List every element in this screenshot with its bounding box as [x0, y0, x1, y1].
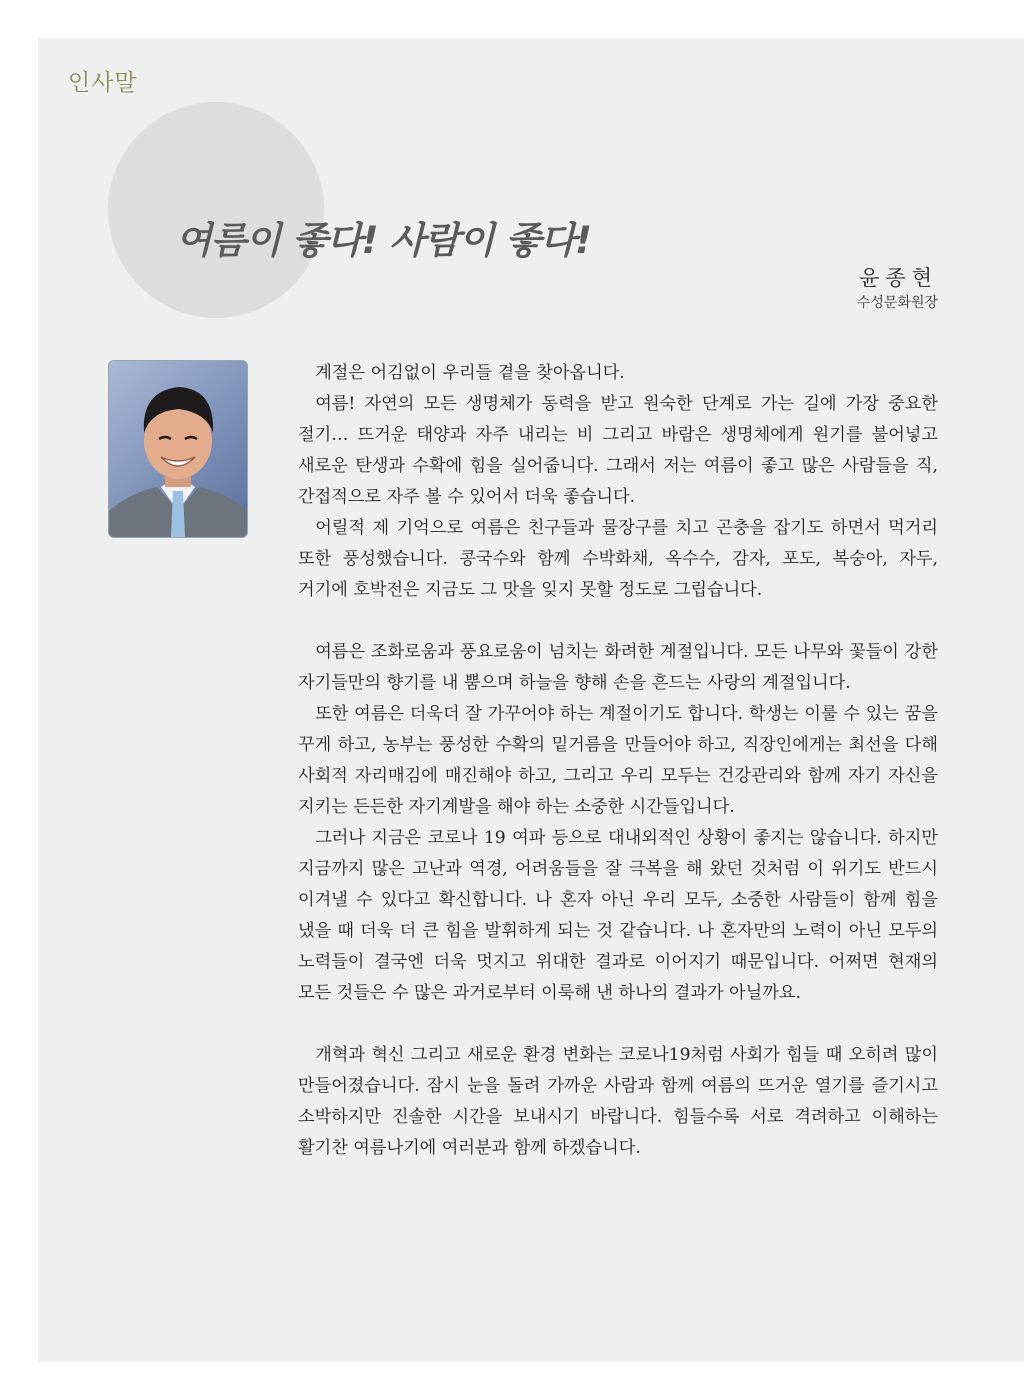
paragraph-gap	[298, 606, 938, 637]
paragraph: 여름! 자연의 모든 생명체가 동력을 받고 원숙한 단계로 가는 길에 가장 중요한 절기… 뜨거운 태양과 자주 내리는 비 그리고 바람은 생명체에게 원기를 불어넣고 새로운 탄생과 수확에 힘을 실어줍니다. 그래서 저는 여름이 좋고 많은 사람들을 직,간접적으로 자주 볼 수 있어서 더욱 좋습니다.	[298, 394, 938, 507]
paragraph: 계절은 어김없이 우리들 곁을 찾아옵니다.	[315, 363, 625, 383]
paragraph: 개혁과 혁신 그리고 새로운 환경 변화는 코로나19처럼 사회가 힘들 때 오히려 많이 만들어졌습니다. 잠시 눈을 돌려 가까운 사람과 함께 여름의 뜨거운 열기를 즐기시고 소박하지만 진솔한 시간을 보내시기 바랍니다. 힘들수록 서로 격려하고 이해하는 활기찬 여름나기에 여러분과 함께 하겠습니다.	[298, 1045, 938, 1158]
portrait-photo	[108, 360, 248, 538]
document-page	[38, 38, 1024, 1362]
portrait-illustration	[109, 361, 247, 537]
article-title: 여름이 좋다! 사람이 좋다!	[176, 219, 591, 262]
section-label: 인사말	[68, 70, 138, 96]
paragraph: 그러나 지금은 코로나 19 여파 등으로 대내외적인 상황이 좋지는 않습니다. 하지만 지금까지 많은 고난과 역경, 어려움들을 잘 극복을 해 왔던 것처럼 이 위기도 반드시 이겨낼 수 있다고 확신합니다. 나 혼자 아닌 우리 모두, 소중한 사람들이 함께 힘을 냈을 때 더욱 더 큰 힘을 발휘하게 되는 것 같습니다. 나 혼자만의 노력이 아닌 모두의 노력들이 결국엔 더욱 멋지고 위대한 결과로 이어지기 때문입니다. 어쩌면 현재의 모든 것들은 수 많은 과거로부터 이룩해 낸 하나의 결과가 아닐까요.	[298, 828, 938, 1003]
author-name: 윤종현	[859, 266, 938, 290]
author-role: 수성문화원장	[856, 295, 938, 311]
paragraph-gap	[298, 1009, 938, 1040]
paragraph: 여름은 조화로움과 풍요로움이 넘치는 화려한 계절입니다. 모든 나무와 꽃들이 강한 자기들만의 향기를 내 뿜으며 하늘을 향해 손을 흔드는 사랑의 계절입니다.	[298, 642, 938, 693]
paragraph: 또한 여름은 더욱더 잘 가꾸어야 하는 계절이기도 합니다. 학생는 이룰 수 있는 꿈을 꾸게 하고, 농부는 풍성한 수확의 밑거름을 만들어야 하고, 직장인에게는 최선을 다해 사회적 자리매김에 매진해야 하고, 그리고 우리 모두는 건강관리와 함께 자기 자신을 지키는 든든한 자기계발을 해야 하는 소중한 시간들입니다.	[298, 704, 938, 817]
article-body	[298, 358, 938, 1164]
paragraph: 어릴적 제 기억으로 여름은 친구들과 물장구를 치고 곤충을 잡기도 하면서 먹거리 또한 풍성했습니다. 콩국수와 함께 수박화채, 옥수수, 감자, 포도, 복숭아, 자두, 거기에 호박전은 지금도 그 맛을 잊지 못할 정도로 그립습니다.	[298, 518, 938, 600]
